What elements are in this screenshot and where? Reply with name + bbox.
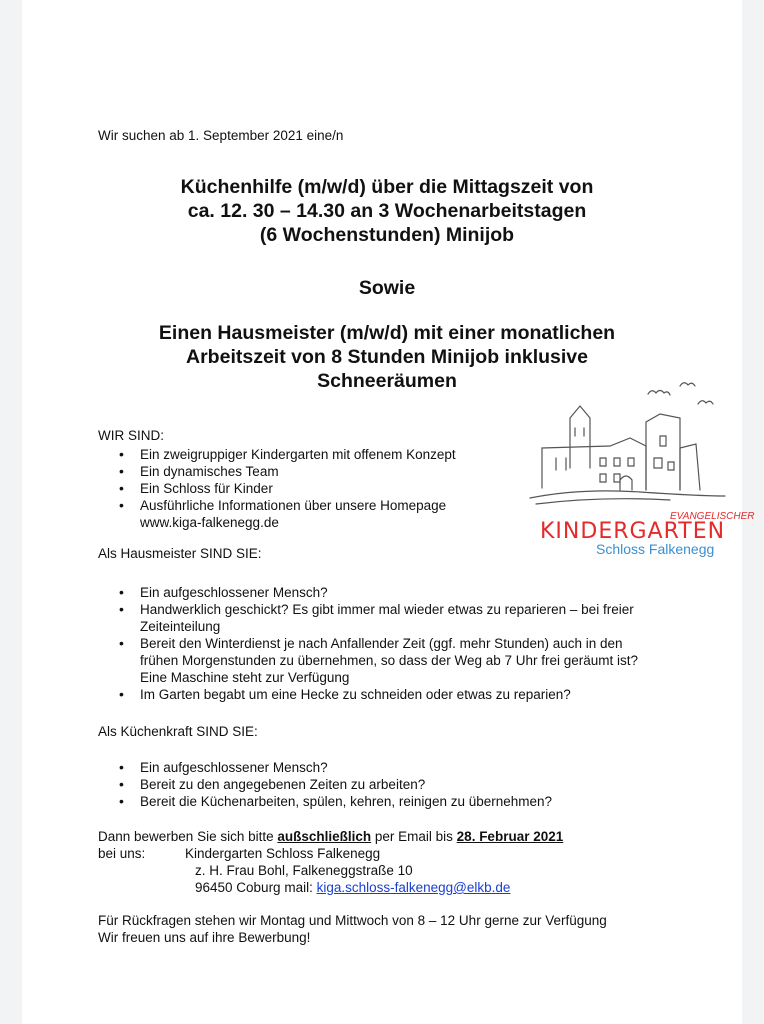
headline-line: Küchenhilfe (m/w/d) über die Mittagszeit von bbox=[180, 176, 594, 198]
headline-kuechenhilfe bbox=[82, 175, 692, 247]
headline-line: Schneeräumen bbox=[317, 370, 457, 392]
list-item: • Ein aufgeschlossener Mensch? bbox=[140, 759, 660, 776]
document-page bbox=[22, 0, 755, 1024]
email-link[interactable]: kiga.schloss-falkenegg@elkb.de bbox=[316, 880, 511, 895]
intro-text: Wir suchen ab 1. September 2021 eine/n bbox=[98, 128, 344, 143]
apply-text-part: per Email bis bbox=[371, 829, 457, 844]
bei-uns-label: bei uns: bbox=[98, 846, 146, 861]
list-item: • Im Garten begabt um eine Hecke zu schneiden oder etwas zu reparien? bbox=[140, 686, 660, 703]
address-line: z. H. Frau Bohl, Falkeneggstraße 10 bbox=[195, 863, 413, 878]
apply-deadline: 28. Februar 2021 bbox=[456, 829, 564, 844]
address-line: Kindergarten Schloss Falkenegg bbox=[185, 846, 381, 861]
closing-text: Wir freuen uns auf ihre Bewerbung! bbox=[98, 930, 311, 945]
list-wir-sind bbox=[118, 446, 560, 531]
list-item bbox=[140, 497, 560, 531]
address-text: 96450 Coburg mail: bbox=[195, 880, 317, 895]
list-item: • Ein dynamisches Team bbox=[140, 463, 560, 480]
list-item: • Bereit den Winterdienst je nach Anfallender Zeit (ggf. mehr Stunden) auch in den frühen Morgenstunden zu übernehmen, so dass der Weg ab 7 Uhr frei geräumt ist? Eine Maschine steht zur Verfügung bbox=[140, 635, 660, 686]
apply-text bbox=[98, 828, 698, 845]
list-hausmeister bbox=[118, 584, 660, 703]
section-label-kuechenkraft: Als Küchenkraft SIND SIE: bbox=[98, 724, 258, 739]
headline-line: ca. 12. 30 – 14.30 an 3 Wochenarbeitstagen bbox=[187, 200, 587, 222]
list-item-text: • Ausführliche Informationen über unsere Homepage bbox=[140, 498, 447, 513]
list-item: • Handwerklich geschickt? Es gibt immer mal wieder etwas zu reparieren – bei freier Zeiteinteilung bbox=[140, 601, 660, 635]
section-label-hausmeister: Als Hausmeister SIND SIE: bbox=[98, 546, 262, 561]
address-block bbox=[185, 845, 510, 896]
contact-text: Für Rückfragen stehen wir Montag und Mittwoch von 8 – 12 Uhr gerne zur Verfügung bbox=[98, 913, 607, 928]
headline-line: (6 Wochenstunden) Minijob bbox=[259, 224, 515, 246]
list-item: • Bereit zu den angegebenen Zeiten zu arbeiten? bbox=[140, 776, 660, 793]
logo-small-text: EVANGELISCHER bbox=[670, 511, 755, 522]
list-item: • Bereit die Küchenarbeiten, spülen, kehren, reinigen zu übernehmen? bbox=[140, 793, 660, 810]
apply-emphasis: außschließlich bbox=[277, 829, 372, 844]
list-item: • Ein zweigruppiger Kindergarten mit offenem Konzept bbox=[140, 446, 560, 463]
address-line bbox=[185, 879, 510, 896]
logo-sub-text: Schloss Falkenegg bbox=[596, 541, 715, 557]
headline-line: Einen Hausmeister (m/w/d) mit einer monatlichen bbox=[158, 322, 616, 344]
section-label-wir-sind: WIR SIND: bbox=[98, 428, 164, 443]
list-kuechenkraft bbox=[118, 759, 660, 810]
headline-sowie: Sowie bbox=[358, 277, 416, 299]
list-item: • Ein aufgeschlossener Mensch? bbox=[140, 584, 660, 601]
homepage-url: www.kiga-falkenegg.de bbox=[140, 515, 279, 530]
headline-line: Arbeitszeit von 8 Stunden Minijob inklusive bbox=[186, 346, 588, 368]
list-item: • Ein Schloss für Kinder bbox=[140, 480, 560, 497]
logo-main-text: KINDERGARTEN bbox=[540, 519, 726, 544]
apply-text-part: Dann bewerben Sie sich bitte bbox=[98, 829, 278, 844]
